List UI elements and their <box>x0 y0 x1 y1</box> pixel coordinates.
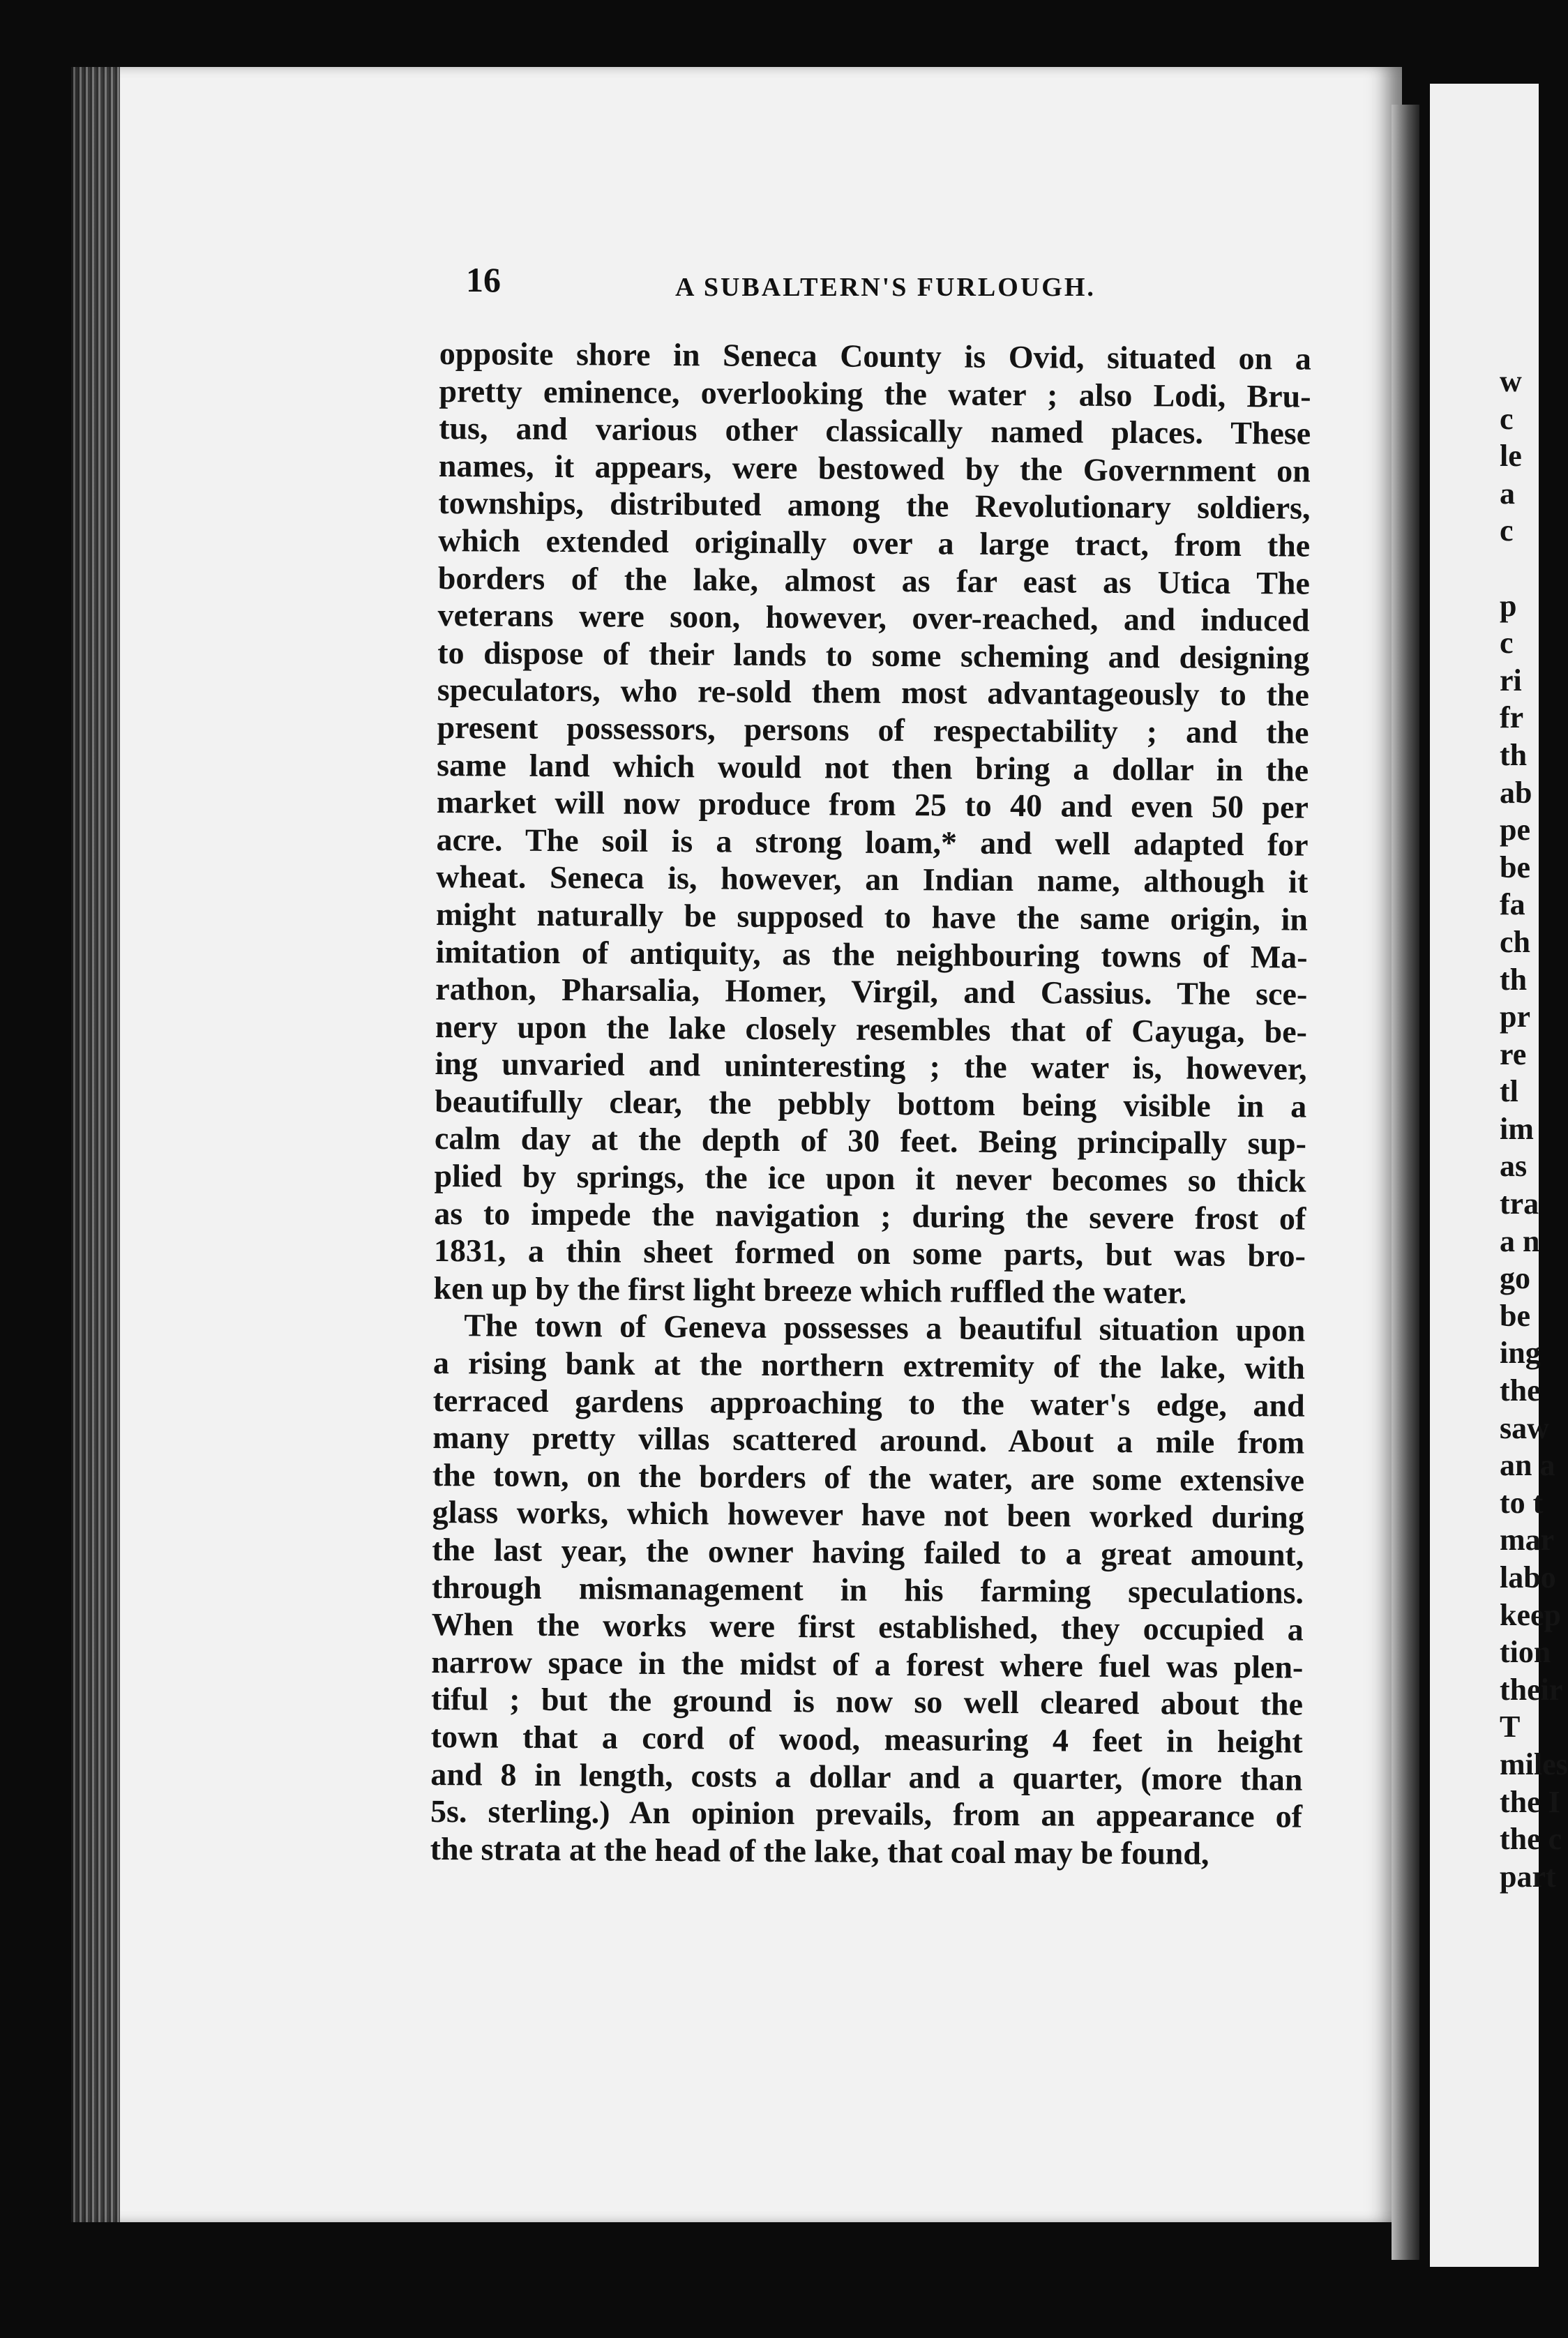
facing-text-fragment: be <box>1500 850 1530 884</box>
facing-text-fragment: c <box>1500 626 1514 661</box>
facing-text-fragment: th <box>1500 737 1528 772</box>
text-line: beautifully clear, the pebbly bottom being visible in a <box>435 1083 1307 1124</box>
facing-text-fragment: ab <box>1500 775 1532 810</box>
text-line: plied by springs, the ice upon it never becomes so thick <box>434 1158 1306 1199</box>
facing-text-fragment: ch <box>1500 924 1530 959</box>
text-line: opposite shore in Seneca County is Ovid, situated on a <box>439 335 1311 377</box>
facing-text-fragment: go <box>1500 1261 1530 1296</box>
facing-text-fragment: miles <box>1500 1747 1568 1781</box>
text-line: town that a cord of wood, measuring 4 feet in height <box>430 1718 1303 1760</box>
text-line: The town of Geneva possesses a beautiful situation upon <box>464 1307 1306 1349</box>
facing-text-fragment: re <box>1500 1036 1527 1071</box>
text-line: through mismanagement in his farming speculations. <box>431 1569 1304 1611</box>
facing-text-fragment: the c <box>1500 1822 1562 1857</box>
text-line: which extended originally over a large tract, from the <box>438 522 1311 564</box>
text-line: the strata at the head of the lake, that coal may be found, <box>430 1830 1209 1871</box>
text-line: to dispose of their lands to some scheming and designing <box>437 634 1310 676</box>
facing-text-fragment: the <box>1500 1373 1541 1408</box>
facing-text-fragment: c <box>1500 401 1514 436</box>
text-line: borders of the lake, almost as far east as Utica The <box>437 559 1311 601</box>
facing-text-fragment: to t <box>1500 1485 1544 1520</box>
text-line: ken up by the first light breeze which ruffled the water. <box>433 1269 1187 1311</box>
text-line: speculators, who re-sold them most advantageously to the <box>437 672 1310 713</box>
facing-text-fragment: labo <box>1500 1560 1556 1594</box>
facing-text-fragment: c <box>1500 513 1514 548</box>
facing-text-fragment: ri <box>1500 663 1522 697</box>
facing-text-fragment: saw <box>1500 1410 1549 1445</box>
text-line: the town, on the borders of the water, are some extensive <box>432 1456 1305 1498</box>
text-line: market will now produce from 25 to 40 and even 50 per <box>436 784 1309 825</box>
text-line: calm day at the depth of 30 feet. Being principally sup- <box>434 1120 1307 1162</box>
text-line: present possessors, persons of respectability ; and the <box>437 709 1309 751</box>
text-line: and 8 in length, costs a dollar and a quarter, (more than <box>430 1756 1303 1797</box>
text-line: wheat. Seneca is, however, an Indian name, although it <box>436 859 1309 900</box>
facing-text-fragment: tl <box>1500 1074 1518 1109</box>
text-line: tiful ; but the ground is now so well cleared about the <box>430 1681 1304 1722</box>
text-line: narrow space in the midst of a forest where fuel was plen- <box>431 1643 1304 1685</box>
text-line: acre. The soil is a strong loam,* and well adapted for <box>436 821 1309 863</box>
facing-text-fragment: ing <box>1500 1336 1541 1371</box>
text-line: names, it appears, were bestowed by the Government on <box>438 447 1311 489</box>
facing-page-text <box>1500 363 1568 1895</box>
text-line: nery upon the lake closely resembles that of Cayuga, be- <box>435 1008 1308 1050</box>
facing-text-fragment: a <box>1500 476 1515 511</box>
facing-text-fragment: as <box>1500 1149 1528 1184</box>
text-line: rathon, Pharsalia, Homer, Virgil, and Cassius. The sce- <box>435 971 1308 1012</box>
facing-text-fragment: be <box>1500 1298 1530 1333</box>
running-title: A SUBALTERN'S FURLOUGH. <box>675 273 1096 302</box>
facing-text-fragment: the I <box>1500 1784 1560 1819</box>
facing-text-fragment: mar <box>1500 1523 1555 1558</box>
text-line: 5s. sterling.) An opinion prevails, from an appearance of <box>430 1793 1303 1834</box>
facing-text-fragment: le <box>1500 439 1522 474</box>
text-line: veterans were soon, however, over-reached, and induced <box>437 597 1310 638</box>
facing-text-fragment: pr <box>1500 1000 1530 1034</box>
page-number: 16 <box>466 260 501 299</box>
book-gutter <box>1392 105 1419 2260</box>
text-line: a rising bank at the northern extremity of the lake, with <box>432 1345 1306 1386</box>
facing-text-fragment: tion <box>1500 1635 1551 1670</box>
text-line: 1831, a thin sheet formed on some parts, but was bro- <box>433 1232 1306 1274</box>
facing-text-fragment: tra <box>1500 1186 1539 1221</box>
text-line: pretty eminence, overlooking the water ; also Lodi, Bru- <box>439 372 1311 414</box>
text-line: imitation of antiquity, as the neighbouring towns of Ma- <box>435 933 1308 975</box>
text-line: glass works, which however have not been worked during <box>432 1494 1304 1536</box>
text-line: as to impede the navigation ; during the severe frost of <box>434 1195 1306 1237</box>
facing-text-fragment: pe <box>1500 813 1530 847</box>
text-line: the last year, the owner having failed to a great amount, <box>432 1531 1304 1573</box>
text-line: tus, and various other classically named places. These <box>439 410 1311 451</box>
facing-text-fragment: w <box>1500 364 1522 398</box>
text-line: ing unvaried and uninteresting ; the water is, however, <box>435 1046 1307 1087</box>
text-line: townships, distributed among the Revolutionary soldiers, <box>438 485 1311 527</box>
facing-text-fragment <box>1500 550 1539 587</box>
facing-text-fragment: im <box>1500 1111 1534 1146</box>
body-text <box>430 335 1311 1873</box>
facing-text-fragment: fr <box>1500 700 1524 735</box>
facing-text-fragment: T <box>1500 1710 1521 1744</box>
text-line: same land which would not then bring a dollar in the <box>437 746 1309 788</box>
facing-text-fragment: th <box>1500 962 1528 997</box>
facing-text-fragment: a n <box>1500 1223 1540 1258</box>
text-line: terraced gardens approaching to the water's edge, and <box>432 1382 1305 1424</box>
facing-text-fragment: keep <box>1500 1597 1561 1632</box>
facing-text-fragment: fa <box>1500 887 1525 922</box>
text-line: many pretty villas scattered around. About a mile from <box>432 1419 1305 1461</box>
facing-text-fragment: p <box>1500 588 1517 623</box>
facing-text-fragment: part <box>1500 1859 1556 1894</box>
facing-text-fragment: an a <box>1500 1448 1555 1483</box>
facing-text-fragment: their <box>1500 1672 1563 1707</box>
text-line: When the works were first established, they occupied a <box>431 1606 1304 1647</box>
text-line: might naturally be supposed to have the same origin, in <box>435 896 1309 937</box>
